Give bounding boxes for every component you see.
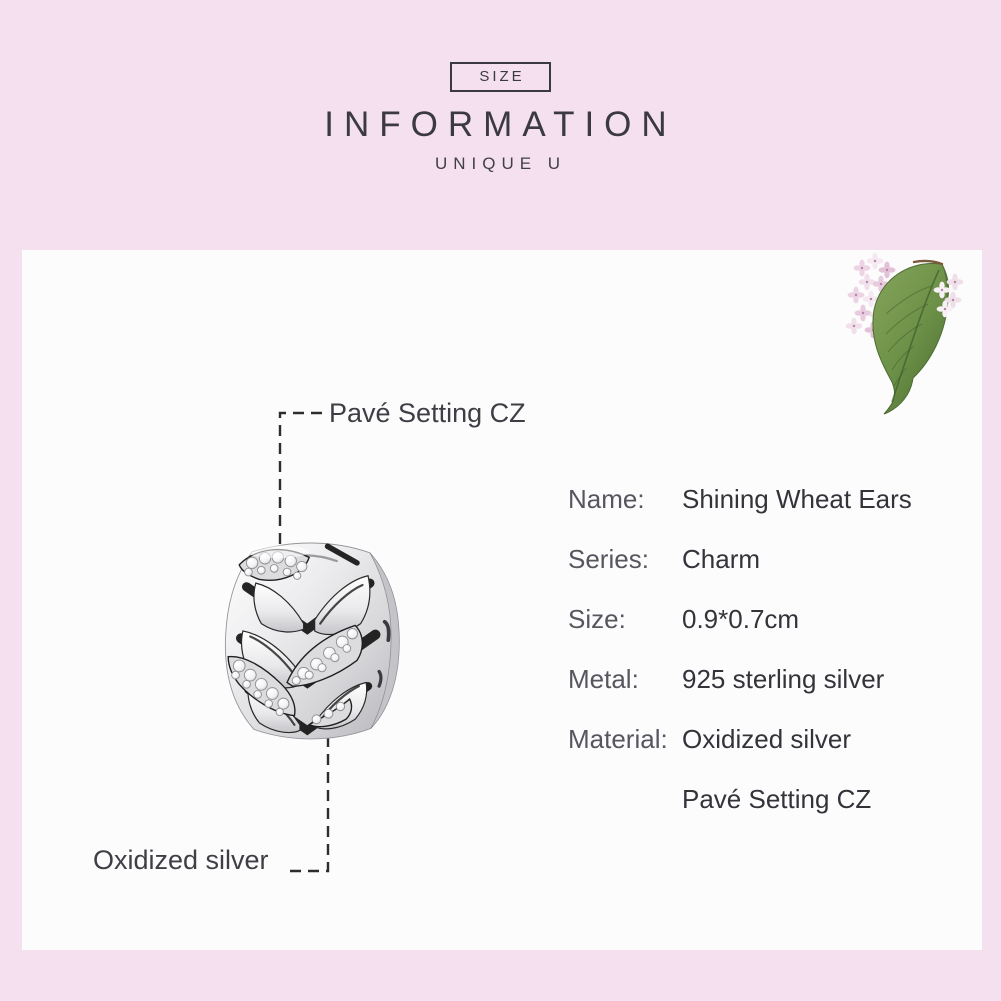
spec-row-material-2 [568,782,968,842]
callout-line-top [280,413,322,546]
spec-label: Size: [568,604,626,634]
callout-pave-setting: Pavé Setting CZ [329,398,526,428]
spec-label: Metal: [568,664,639,694]
spec-value: Pavé Setting CZ [682,784,872,814]
spec-label: Series: [568,544,649,574]
spec-value: Shining Wheat Ears [682,484,912,514]
flower-leaf-decoration [842,252,968,420]
spec-label: Name: [568,484,645,514]
spec-value: 925 sterling silver [682,664,885,694]
product-info-panel [22,250,982,950]
spec-row-size [568,602,968,662]
spec-row-series [568,542,968,602]
spec-row-material [568,722,968,782]
callout-oxidized-silver: Oxidized silver [93,845,269,875]
page-title: INFORMATION [324,105,677,144]
spec-row-name [568,482,968,542]
header [0,0,1001,250]
spec-table [568,482,968,842]
size-badge: SIZE [450,62,550,92]
spec-label: Material: [568,724,668,754]
spec-value: 0.9*0.7cm [682,604,800,634]
charm-product-image [219,537,403,747]
spec-row-metal [568,662,968,722]
spec-value: Charm [682,544,761,574]
spec-value: Oxidized silver [682,724,852,754]
brand-subtitle: UNIQUE U [434,154,567,173]
